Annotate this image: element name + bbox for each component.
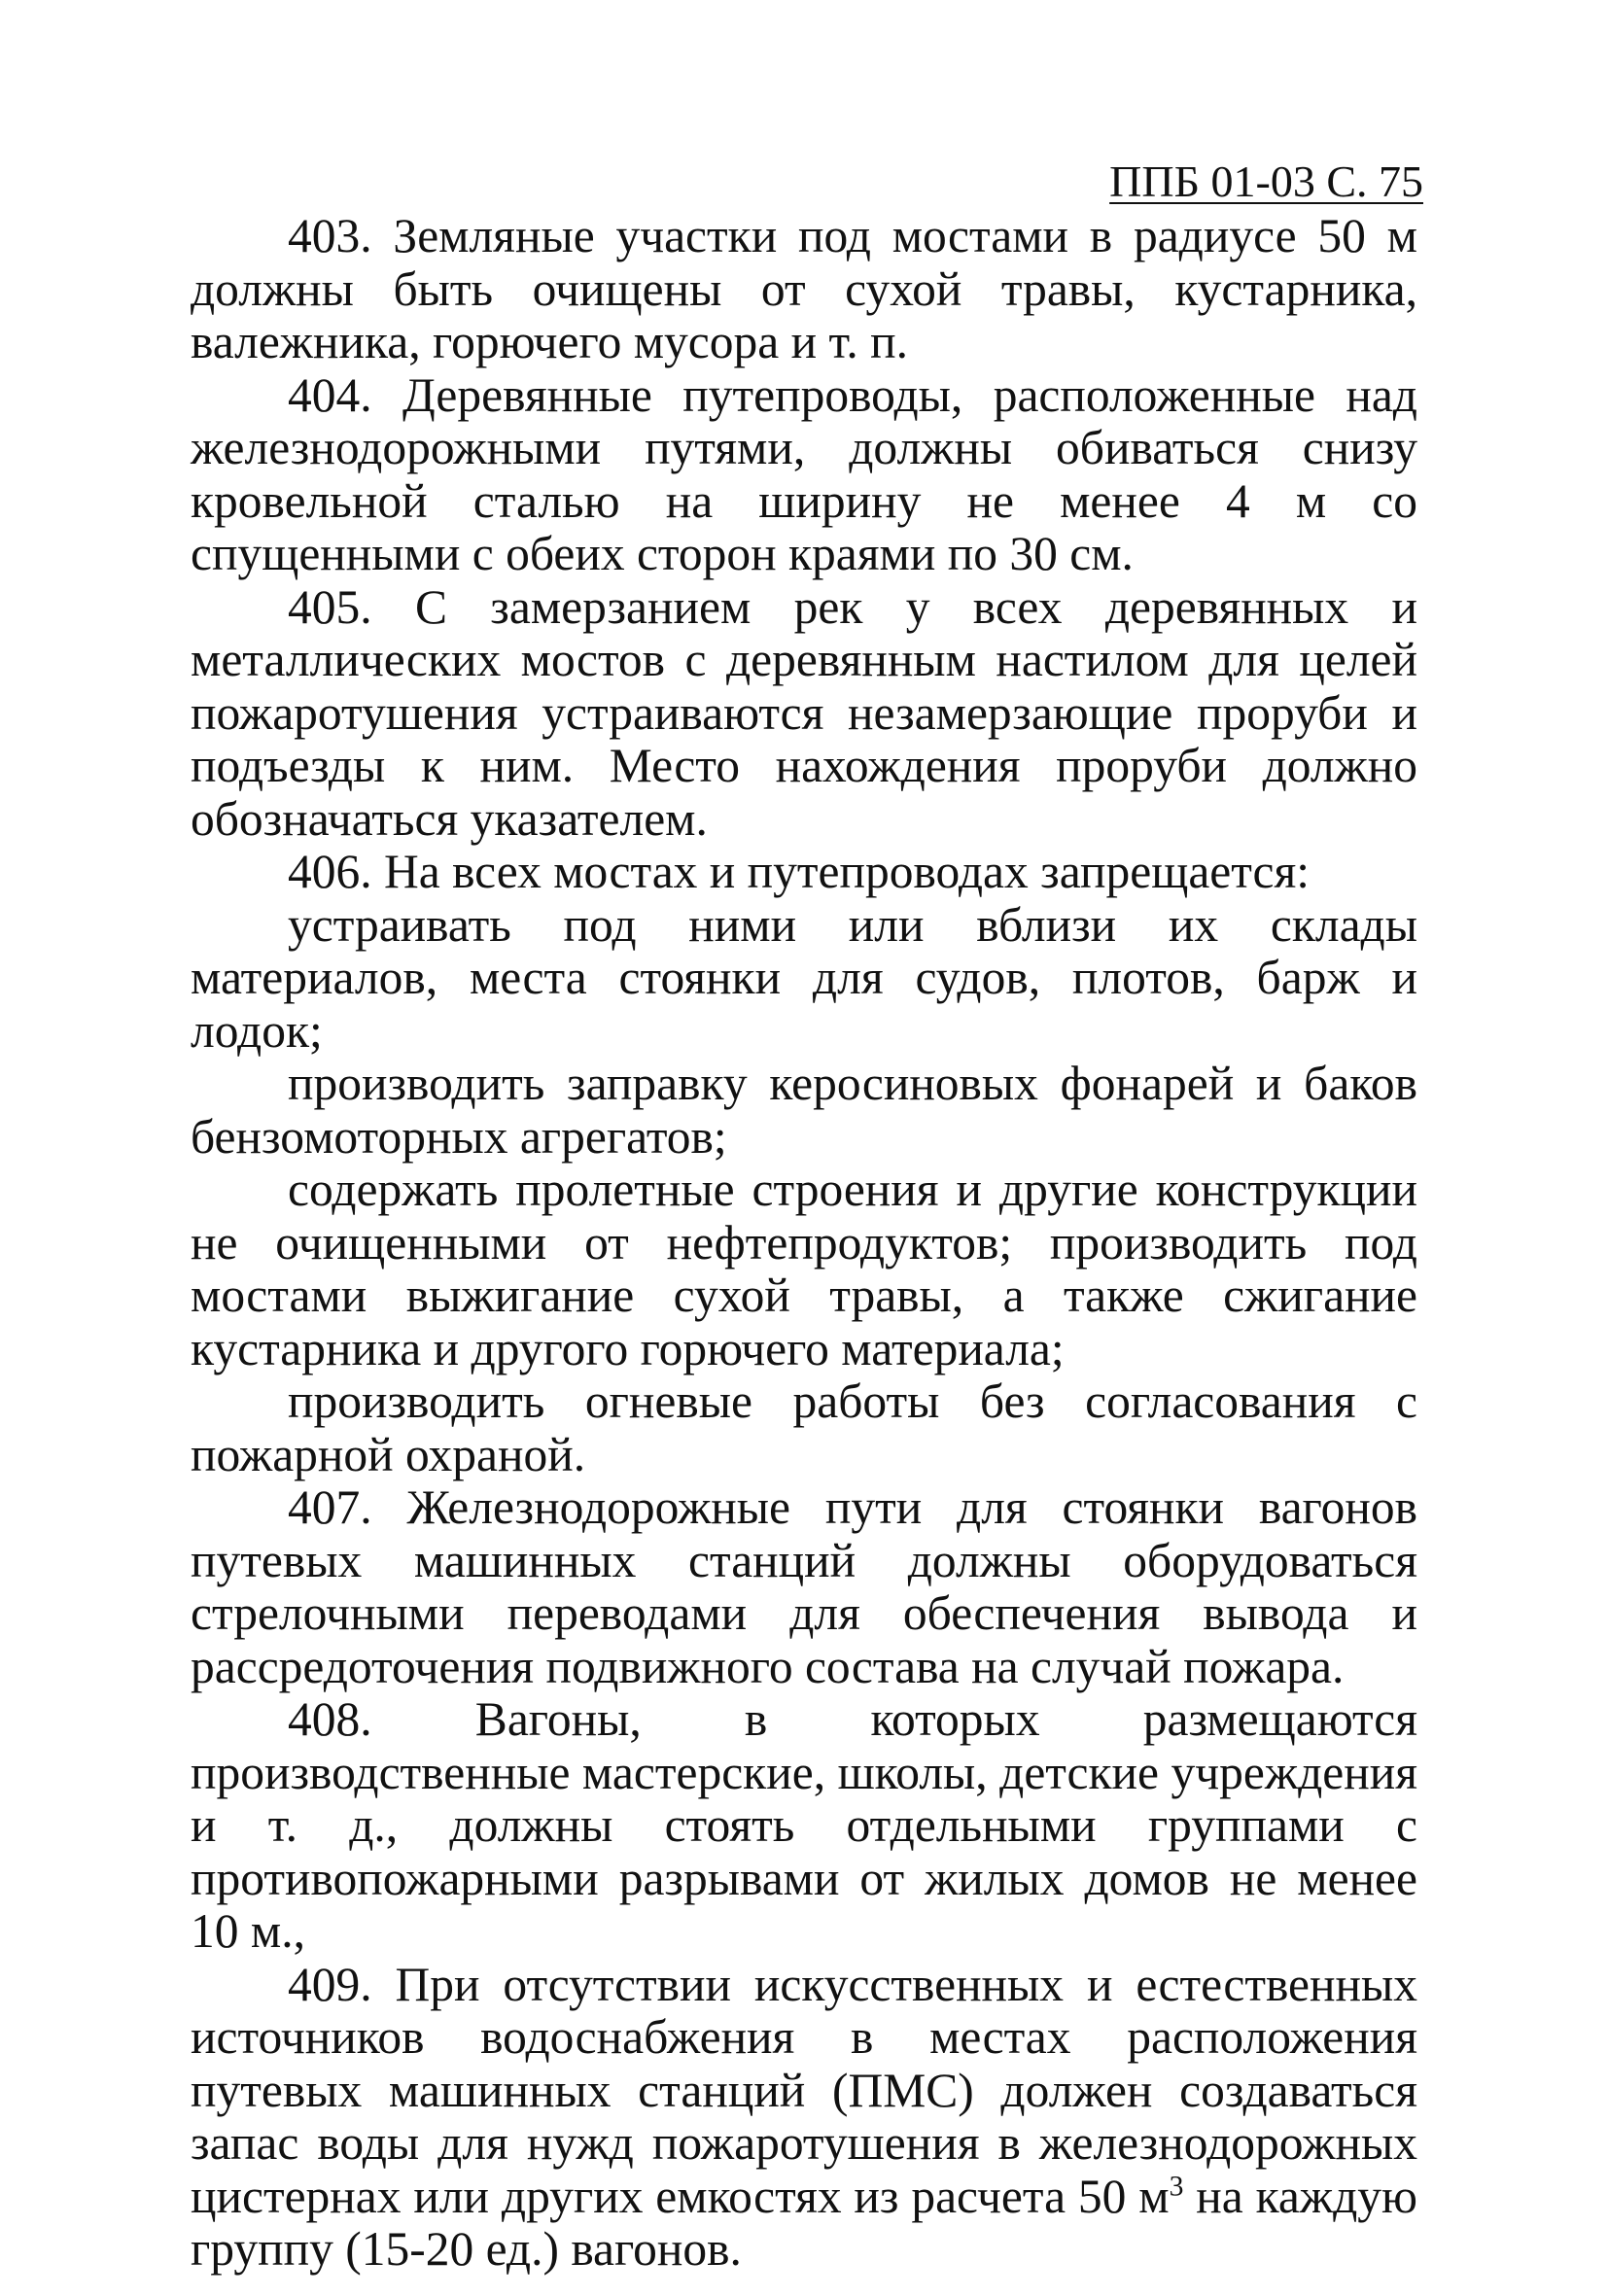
paragraph-409 (191, 1959, 1417, 2277)
paragraph-406: 406. На всех мостах и путепроводах запрещается: (288, 845, 1311, 898)
list-item-hot-work: производить огневые работы без согласования с пожарной охраной. (191, 1374, 1417, 1481)
paragraph-405: 405. С замерзанием рек у всех деревянных и металлических мостов с деревянным настилом для целей пожаротушения устраиваются незамерзающие проруби и подъезды к ним. Место нахождения проруби должно обозначаться указателем. (191, 579, 1417, 846)
paragraph-407: 407. Железнодорожные пути для стоянки вагонов путевых машинных станций должны оборудоваться стрелочными переводами для обеспечения вывода и рассредоточения подвижного состава на случай пожара. (191, 1480, 1417, 1693)
paragraph-408: 408. Вагоны, в которых размещаются производственные мастерские, школы, детские учреждения и т. д., должны стоять отдельными группами с противопожарными разрывами от жилых домов не менее 10 м., (191, 1692, 1417, 1958)
paragraph-409-text-end: на каждую группу (15-20 ед.) вагонов. (191, 2169, 1417, 2276)
paragraph-403: 403. Земляные участки под мостами в радиусе 50 м должны быть очищены от сухой травы, кустарника, валежника, горючего мусора и т. п. (191, 209, 1417, 368)
cubic-superscript: 3 (1169, 2171, 1184, 2202)
list-item-refueling: производить заправку керосиновых фонарей и баков бензомоторных агрегатов; (191, 1057, 1417, 1164)
list-item-storage: устраивать под ними или вблизи их склады материалов, места стоянки для судов, плотов, барж и лодок; (191, 897, 1417, 1058)
running-head: ППБ 01-03 С. 75 (1109, 157, 1423, 206)
paragraph-409-text: 409. При отсутствии искусственных и естественных источников водоснабжения в местах расположения путевых машинных станций (ПМС) должен создаваться запас воды для нужд пожаротушения в железнодорожных цистернах или других емкостях из расчета 50 м (191, 1957, 1417, 2223)
paragraph-404: 404. Деревянные путепроводы, расположенные над железнодорожными путями, должны обиваться снизу кровельной сталью на ширину не менее 4 м со спущенными с обеих сторон краями по 30 см. (191, 367, 1417, 580)
list-item-structures: содержать пролетные строения и другие конструкции не очищенными от нефтепродуктов; производить под мостами выжигание сухой травы, а также сжигание кустарника и другого горючего материала; (191, 1163, 1417, 1375)
document-body (191, 210, 1417, 2277)
